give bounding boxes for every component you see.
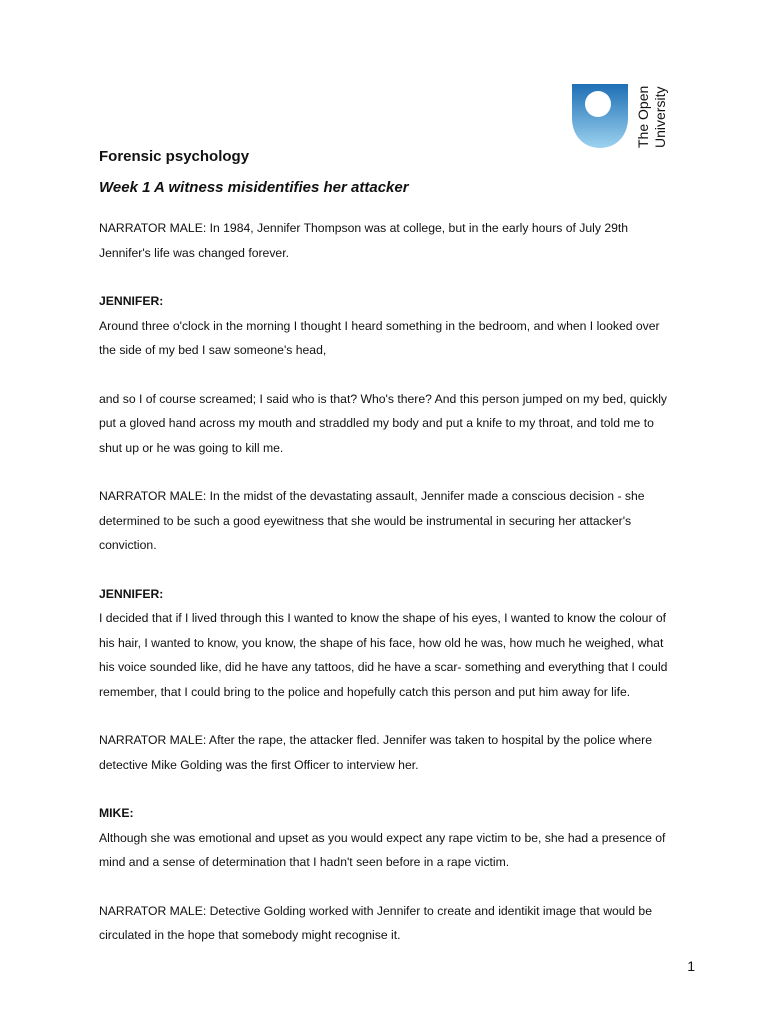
transcript-paragraph <box>99 801 679 875</box>
transcript-paragraph <box>99 387 679 461</box>
shield-logo-icon <box>570 82 672 152</box>
speaker-label: JENNIFER: <box>99 294 164 308</box>
open-university-logo <box>570 82 672 152</box>
page-number: 1 <box>687 958 695 974</box>
speaker-label: JENNIFER: <box>99 586 164 601</box>
transcript-paragraph <box>99 899 679 948</box>
document-subtitle: Week 1 A witness misidentifies her attacker <box>99 179 409 196</box>
logo-line2: University <box>652 86 668 148</box>
paragraph-text: Around three o'clock in the morning I thought I heard something in the bedroom, and when I looked over the side of my bed I saw someone's head, <box>99 318 660 357</box>
paragraph-text: NARRATOR MALE: After the rape, the attacker fled. Jennifer was taken to hospital by the police where detective Mike Golding was the first Officer to interview her. <box>99 733 652 772</box>
transcript-paragraph <box>99 289 679 363</box>
paragraph-text: I decided that if I lived through this I wanted to know the shape of his eyes, I wanted to know the colour of his hair, I wanted to know, you know, the shape of his face, how old he was, how much he weighed, what his voice sounded like, did he have any tattoos, did he have a scar- something and everything that I could remember, that I could bring to the police and hopefully catch this person and put him away for life. <box>99 611 668 699</box>
transcript-paragraph <box>99 216 679 265</box>
logo-line1: The Open <box>635 85 651 148</box>
paragraph-text: NARRATOR MALE: Detective Golding worked with Jennifer to create and identikit image that would be circulated in the hope that somebody might recognise it. <box>99 903 652 942</box>
transcript-paragraph <box>99 582 679 705</box>
paragraph-text: Although she was emotional and upset as you would expect any rape victim to be, she had a presence of mind and a sense of determination that I hadn't seen before in a rape victim. <box>99 830 666 869</box>
transcript-paragraph <box>99 484 679 558</box>
speaker-label: MIKE: <box>99 806 134 820</box>
document-title: Forensic psychology <box>99 148 250 165</box>
paragraph-text: and so I of course screamed; I said who is that? Who's there? And this person jumped on my bed, quickly put a gloved hand across my mouth and straddled my body and put a knife to my throat, and told me to shut up or he was going to kill me. <box>99 391 667 455</box>
transcript-body <box>99 216 679 972</box>
transcript-paragraph <box>99 728 679 777</box>
paragraph-text: NARRATOR MALE: In the midst of the devastating assault, Jennifer made a conscious decision - she determined to be such a good eyewitness that she would be instrumental in securing her attacker's conviction. <box>99 489 645 552</box>
paragraph-text: NARRATOR MALE: In 1984, Jennifer Thompson was at college, but in the early hours of July 29th Jennifer's life was changed forever. <box>99 221 629 260</box>
